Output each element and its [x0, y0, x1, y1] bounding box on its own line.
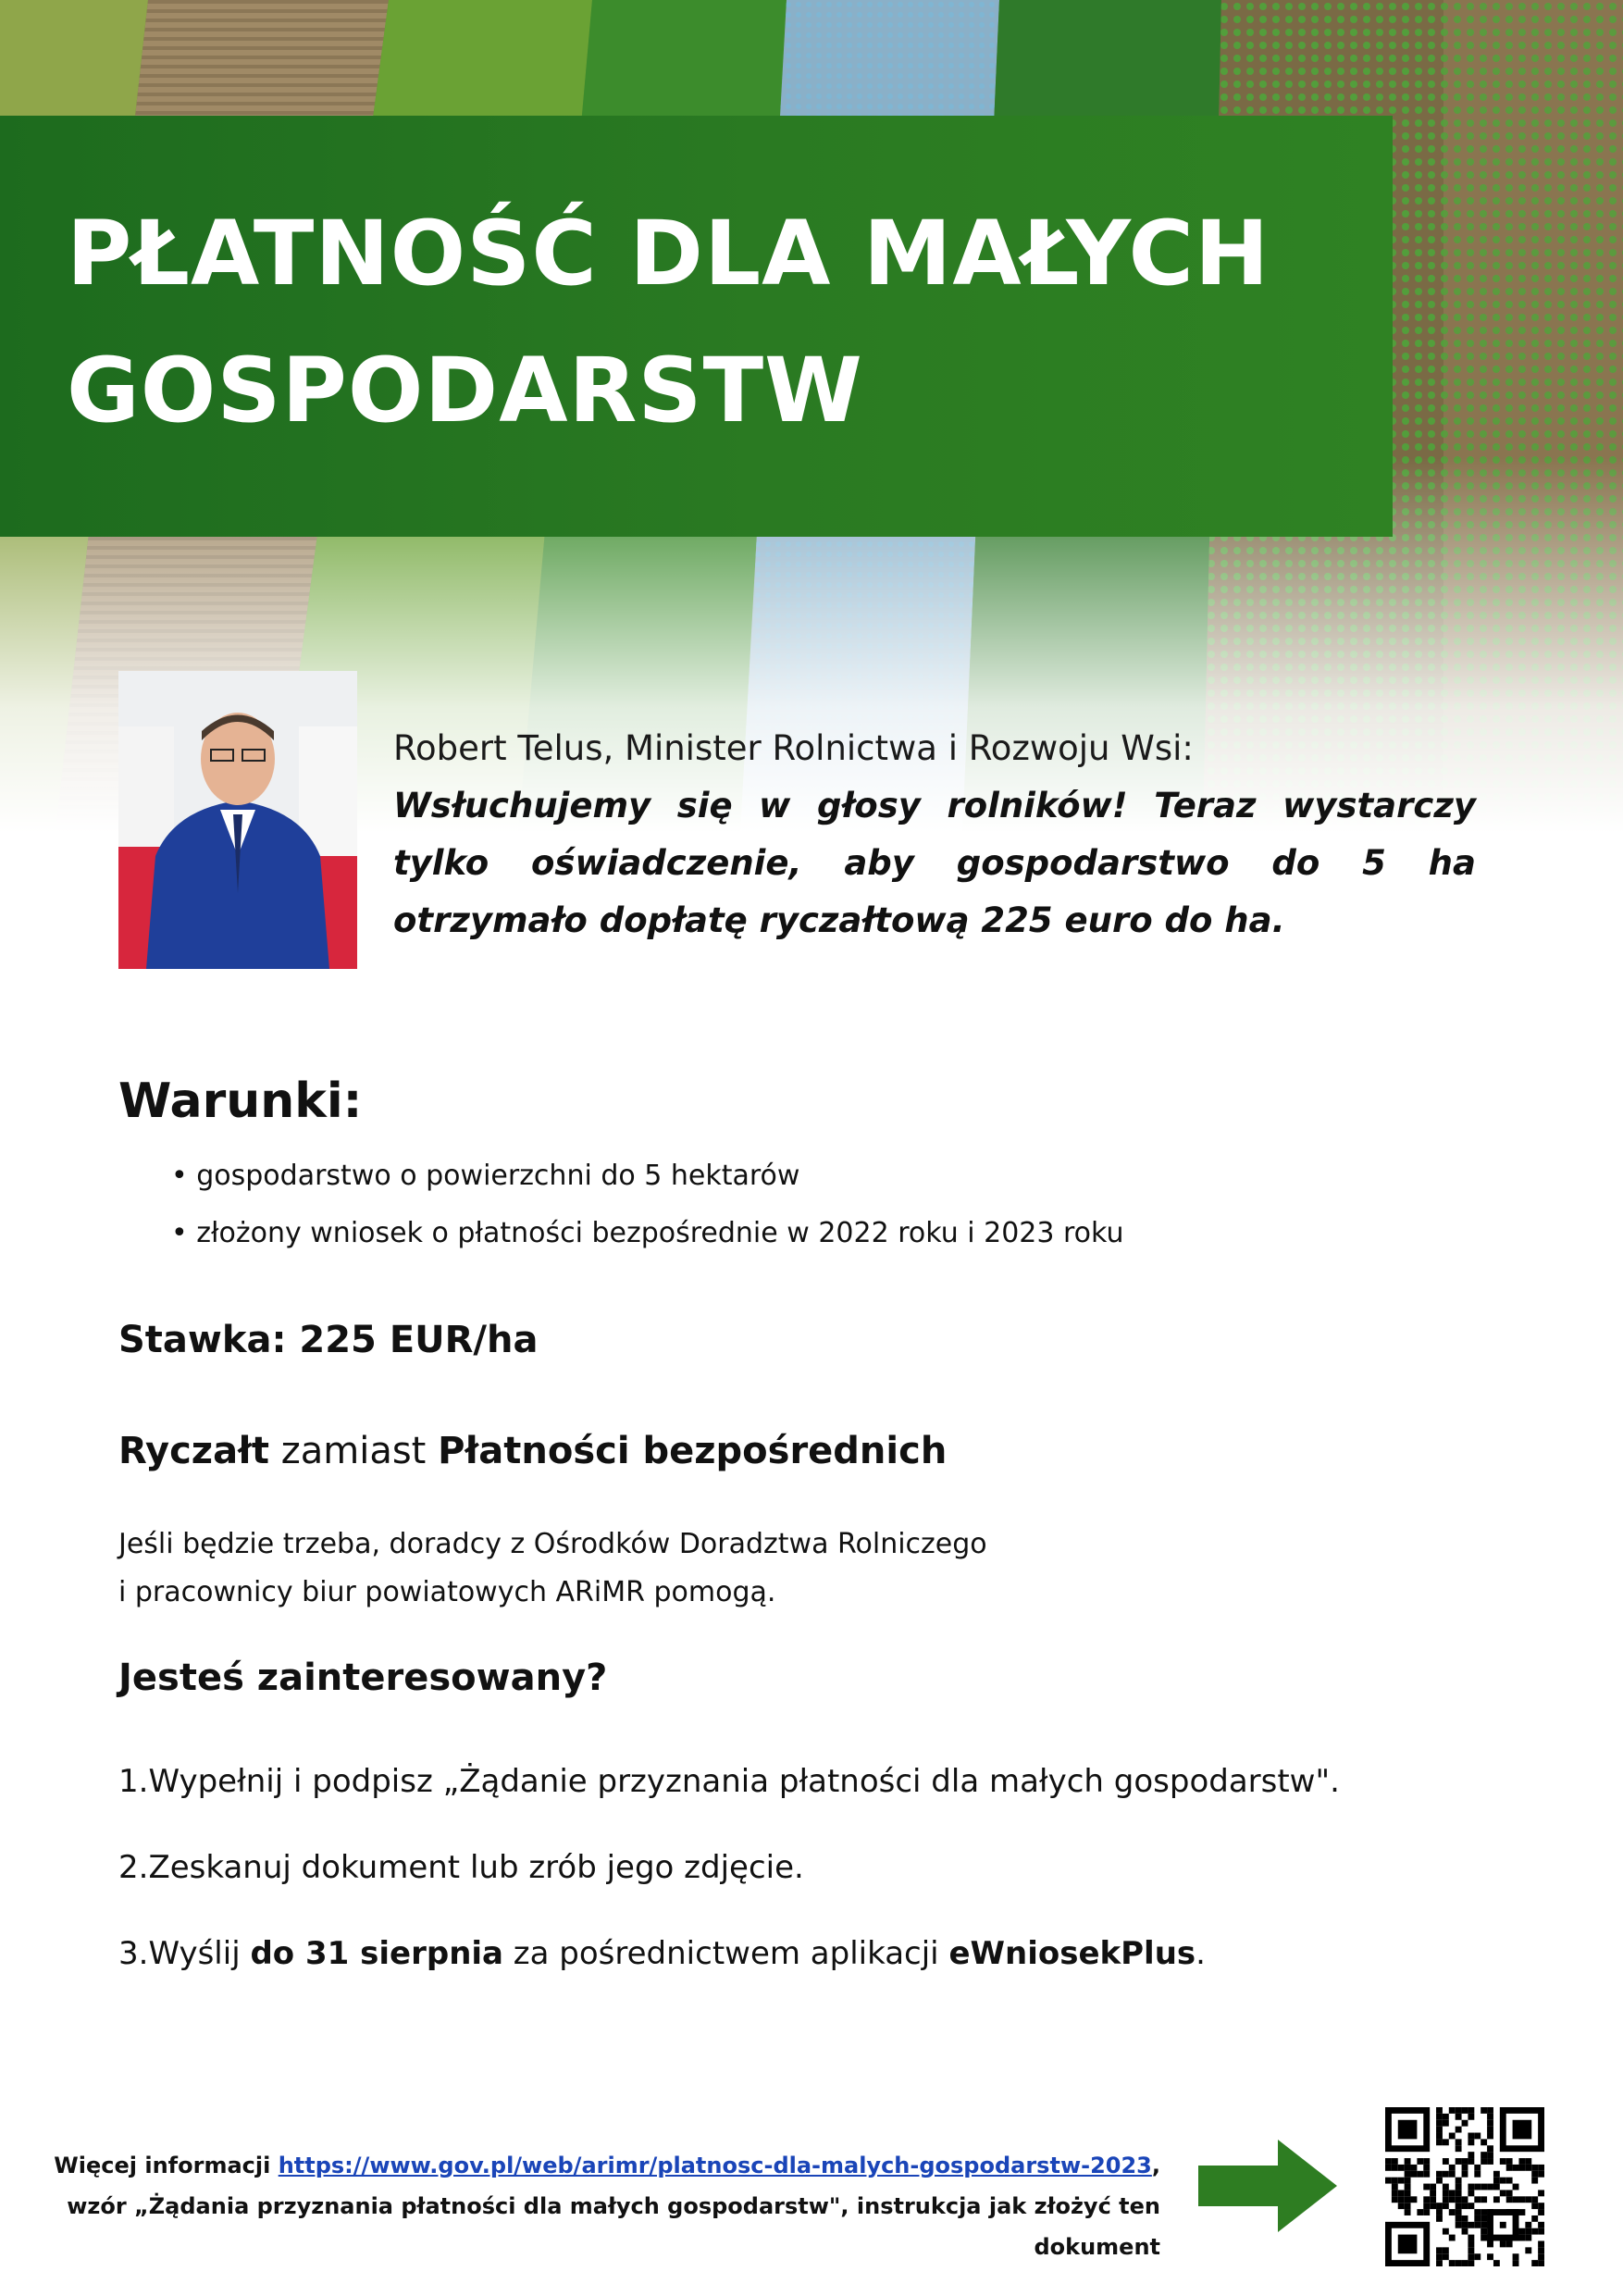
lump-part-3: Płatności bezpośrednich	[438, 1430, 948, 1472]
qr-code-icon[interactable]	[1385, 2107, 1544, 2266]
help-line-2: i pracownicy biur powiatowych ARiMR pomogą.	[118, 1576, 776, 1608]
page-title	[67, 185, 1270, 459]
interest-heading: Jesteś zainteresowany?	[118, 1657, 608, 1699]
minister-portrait	[118, 671, 357, 969]
info-link[interactable]: https://www.gov.pl/web/arimr/platnosc-dla-malych-gospodarstw-2023	[278, 2153, 1152, 2178]
title-line-1: PŁATNOŚĆ DLA MAŁYCH	[67, 202, 1270, 305]
footer-info	[0, 2145, 1160, 2267]
footer-line-2: wzór „Żądania przyznania płatności dla małych gospodarstw", instrukcja jak złożyć ten dokument	[67, 2193, 1160, 2260]
step-item-1: 1.Wypełnij i podpisz „Żądanie przyznania płatności dla małych gospodarstw".	[118, 1763, 1340, 1800]
conditions-heading: Warunki:	[118, 1074, 363, 1129]
footer-line-1	[0, 2145, 1160, 2186]
step-item-2: 2.Zeskanuj dokument lub zrób jego zdjęcie.	[118, 1849, 804, 1886]
quote-text: Wsłuchujemy się w głosy rolników! Teraz wystarczy tylko oświadczenie, aby gospodarstwo do 5 ha otrzymało dopłatę ryczałtową 225 euro do ha.	[393, 786, 1476, 940]
minister-quote-block	[393, 720, 1476, 949]
step3-app-name: eWniosekPlus	[948, 1935, 1196, 1972]
lump-part-1: Ryczałt	[118, 1430, 270, 1472]
lump-sum-heading	[118, 1430, 947, 1472]
quote-author: Robert Telus, Minister Rolnictwa i Rozwoju Wsi:	[393, 728, 1194, 768]
footer-label: Więcej informacji	[54, 2153, 279, 2178]
step-item-3	[118, 1930, 1340, 2017]
portrait-image	[118, 671, 357, 969]
condition-item: • złożony wniosek o płatności bezpośrednie w 2022 roku i 2023 roku	[171, 1205, 1124, 1262]
steps-list	[118, 1758, 1340, 2017]
step3-mid: za pośrednictwem aplikacji	[503, 1935, 949, 1972]
help-line-1: Jeśli będzie trzeba, doradcy z Ośrodków Doradztwa Rolniczego	[118, 1528, 987, 1560]
conditions-list	[171, 1148, 1124, 1262]
footer-comma: ,	[1151, 2153, 1160, 2178]
help-text	[118, 1520, 1229, 1617]
step3-post: .	[1196, 1935, 1206, 1972]
lump-part-2: zamiast	[269, 1430, 439, 1472]
title-line-2: GOSPODARSTW	[67, 339, 863, 442]
rate-heading: Stawka: 225 EUR/ha	[118, 1319, 539, 1361]
arrow-right-icon	[1198, 2140, 1337, 2232]
step3-pre: 3.Wyślij	[118, 1935, 251, 1972]
condition-item: • gospodarstwo o powierzchni do 5 hektarów	[171, 1148, 1124, 1205]
step3-deadline: do 31 sierpnia	[250, 1935, 503, 1972]
